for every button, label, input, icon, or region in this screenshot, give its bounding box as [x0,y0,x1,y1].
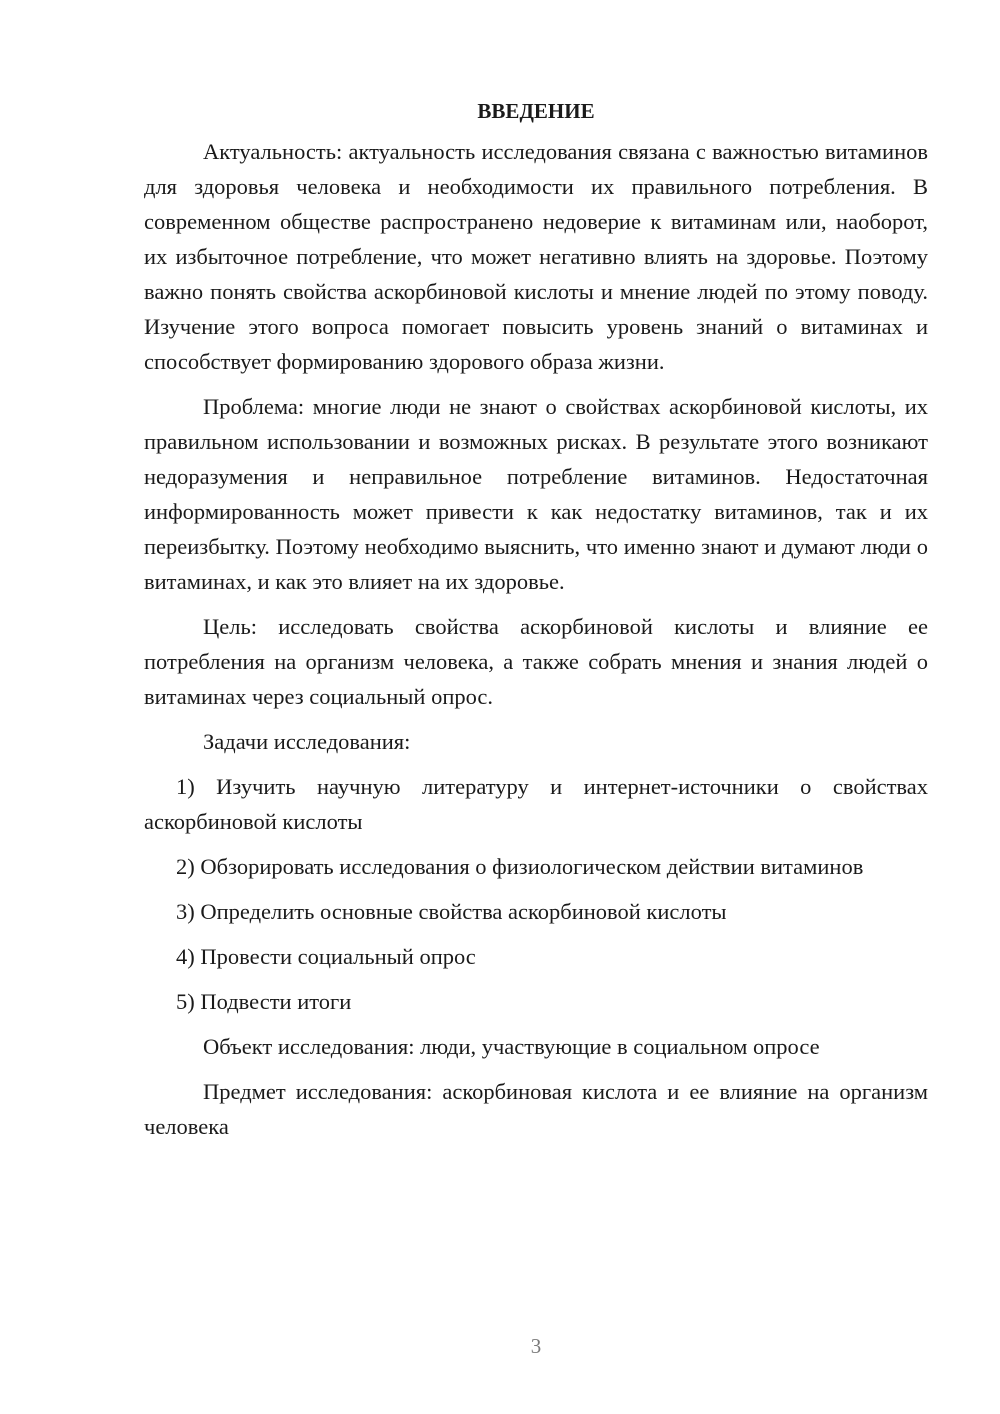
tasks-heading: Задачи исследования: [203,729,411,754]
task-item-2: 2) Обзорировать исследования о физиологическом действии витаминов [176,854,864,879]
task-item-3: 3) Определить основные свойства аскорбиновой кислоты [176,899,727,924]
task-item-1: 1) Изучить научную литературу и интернет-источники о свойствах аскорбиновой кислоты [144,774,928,834]
task-item-5: 5) Подвести итоги [176,989,352,1014]
task-item-4: 4) Провести социальный опрос [176,944,476,969]
paragraph-object: Объект исследования: люди, участвующие в социальном опросе [203,1034,820,1059]
paragraph-goal: Цель: исследовать свойства аскорбиновой кислоты и влияние ее потребления на организм человека, а также собрать мнения и знания людей о витаминах через социальный опрос. [144,614,928,709]
document-page [144,96,928,1144]
section-title: ВВЕДЕНИЕ [477,99,595,123]
paragraph-relevance: Актуальность: актуальность исследования связана с важностью витаминов для здоровья человека и необходимости их правильного потребления. В современном обществе распространено недоверие к витаминам или, наоборот, их избыточное потребление, что может негативно влиять на здоровье. Поэтому важно понять свойства аскорбиновой кислоты и мнение людей по этому поводу. Изучение этого вопроса помогает повысить уровень знаний о витаминах и способствует формированию здорового образа жизни. [144,139,928,374]
paragraph-subject: Предмет исследования: аскорбиновая кислота и ее влияние на организм человека [144,1079,928,1139]
paragraph-problem: Проблема: многие люди не знают о свойствах аскорбиновой кислоты, их правильном использовании и возможных рисках. В результате этого возникают недоразумения и неправильное потребление витаминов. Недостаточная информированность может привести к как недостатку витаминов, так и их переизбытку. Поэтому необходимо выяснить, что именно знают и думают люди о витаминах, и как это влияет на их здоровье. [144,394,928,594]
page-number: 3 [530,1334,542,1358]
